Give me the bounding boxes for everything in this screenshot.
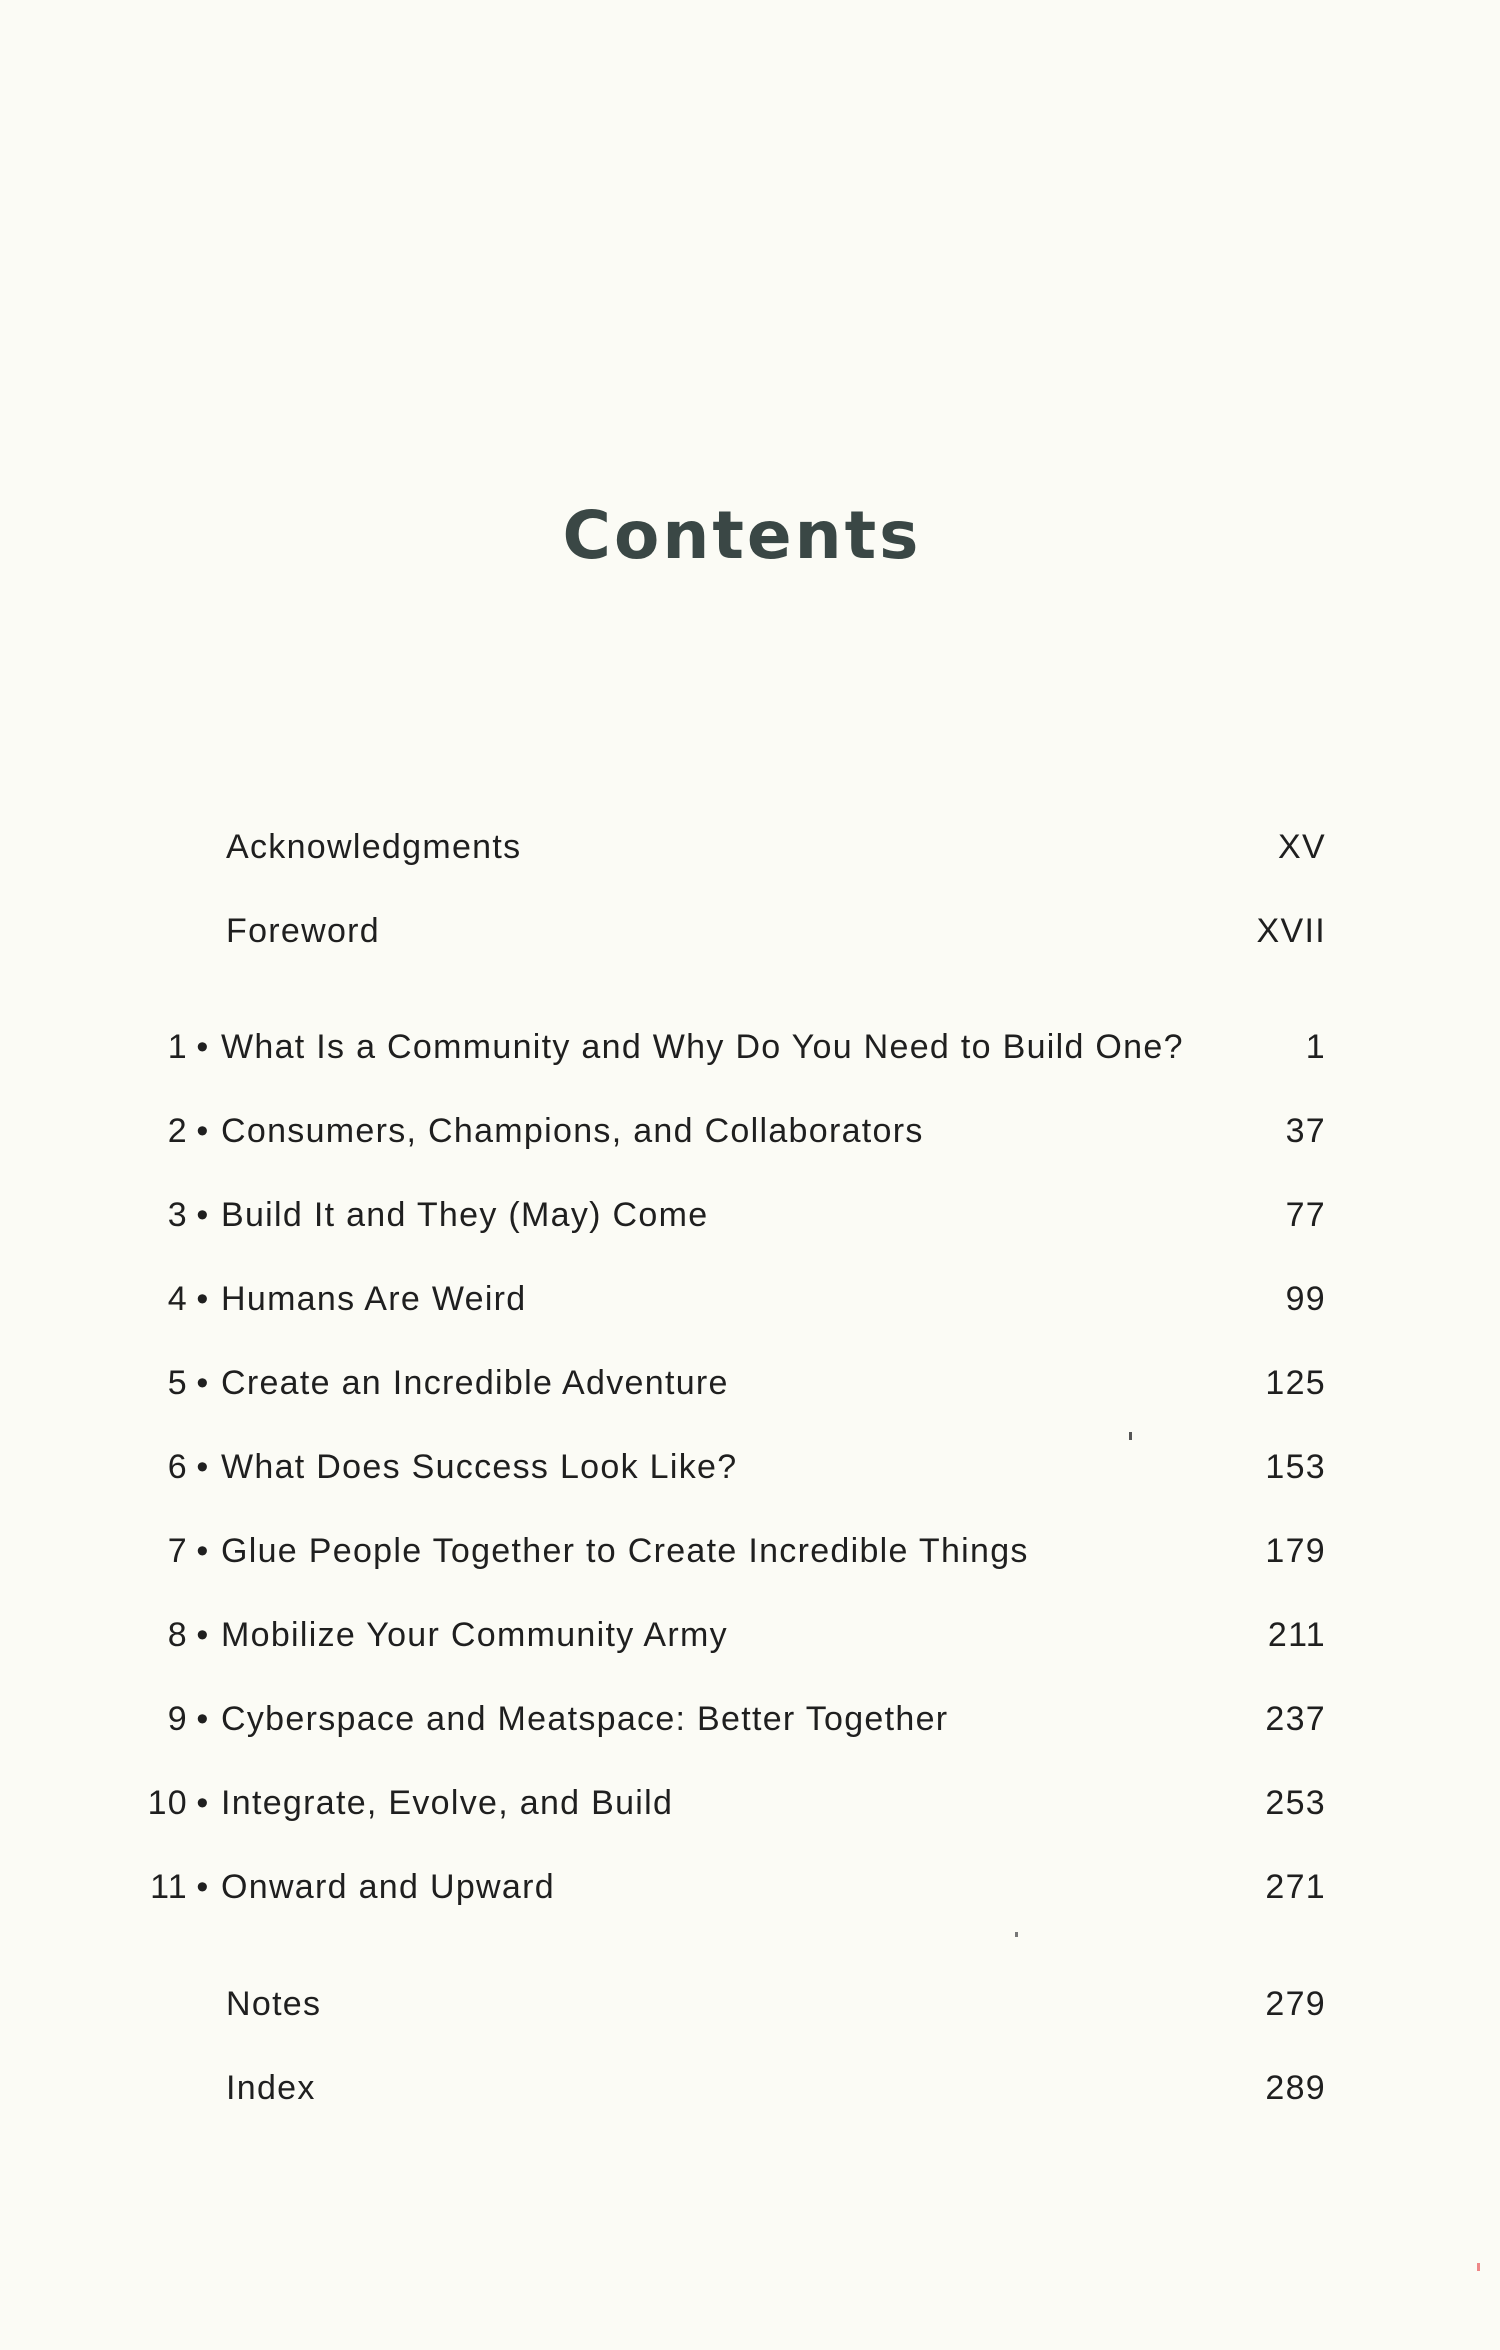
chapter-number: 4 (167, 1280, 188, 1318)
chapter-page: 253 (1265, 1784, 1326, 1822)
chapter-number: 8 (167, 1616, 188, 1654)
toc-entry-page: 289 (1265, 2069, 1326, 2107)
toc-chapter-10[interactable] (0, 1778, 1500, 1828)
chapter-number: 3 (167, 1196, 188, 1234)
chapter-number: 2 (167, 1112, 188, 1150)
bullet-separator: • (196, 1028, 210, 1066)
chapter-page: 125 (1265, 1364, 1326, 1402)
toc-chapter-6[interactable] (0, 1442, 1500, 1492)
chapter-number: 6 (167, 1448, 188, 1486)
chapter-title: Build It and They (May) Come (221, 1196, 709, 1234)
chapter-page: 271 (1265, 1868, 1326, 1906)
toc-chapter-4[interactable] (0, 1274, 1500, 1324)
chapter-title: Create an Incredible Adventure (221, 1364, 729, 1402)
toc-entry-page: XV (1278, 828, 1326, 866)
chapter-page: 99 (1285, 1280, 1326, 1318)
chapter-page: 237 (1265, 1700, 1326, 1738)
chapter-page: 153 (1265, 1448, 1326, 1486)
toc-entry-label: Notes (226, 1985, 322, 2023)
chapter-number: 5 (167, 1364, 188, 1402)
bullet-separator: • (196, 1364, 210, 1402)
toc-entry-label: Acknowledgments (226, 828, 522, 866)
chapter-title: Integrate, Evolve, and Build (221, 1784, 674, 1822)
chapter-title: Cyberspace and Meatspace: Better Together (221, 1700, 949, 1738)
chapter-title: What Does Success Look Like? (221, 1448, 738, 1486)
toc-chapter-8[interactable] (0, 1610, 1500, 1660)
bullet-separator: • (196, 1112, 210, 1150)
toc-chapter-5[interactable] (0, 1358, 1500, 1408)
bullet-separator: • (196, 1280, 210, 1318)
chapter-title: Humans Are Weird (221, 1280, 527, 1318)
chapter-title: Mobilize Your Community Army (221, 1616, 728, 1654)
scan-speck (1129, 1432, 1132, 1440)
toc-chapter-7[interactable] (0, 1526, 1500, 1576)
chapter-title: Glue People Together to Create Incredible Things (221, 1532, 1029, 1570)
chapter-number: 1 (167, 1028, 188, 1066)
scan-speck (1015, 1932, 1018, 1937)
chapter-title: What Is a Community and Why Do You Need to Build One? (221, 1028, 1184, 1066)
bullet-separator: • (196, 1700, 210, 1738)
bullet-separator: • (196, 1616, 210, 1654)
bullet-separator: • (196, 1532, 210, 1570)
toc-chapter-2[interactable] (0, 1106, 1500, 1156)
chapter-page: 1 (1305, 1028, 1326, 1066)
bullet-separator: • (196, 1196, 210, 1234)
toc-chapter-11[interactable] (0, 1862, 1500, 1912)
chapter-number: 11 (150, 1868, 188, 1906)
chapter-page: 179 (1265, 1532, 1326, 1570)
chapter-page: 211 (1267, 1616, 1326, 1654)
chapter-number: 7 (167, 1532, 188, 1570)
bullet-separator: • (196, 1448, 210, 1486)
toc-chapter-3[interactable] (0, 1190, 1500, 1240)
toc-entry-label: Index (226, 2069, 316, 2107)
toc-entry-index[interactable] (0, 2063, 1500, 2113)
toc-entry-notes[interactable] (0, 1979, 1500, 2029)
chapter-title: Consumers, Champions, and Collaborators (221, 1112, 924, 1150)
toc-entry-label: Foreword (226, 912, 381, 950)
chapter-title: Onward and Upward (221, 1868, 555, 1906)
chapter-number: 10 (147, 1784, 188, 1822)
page-title: Contents (562, 497, 922, 574)
chapter-number: 9 (167, 1700, 188, 1738)
toc-chapter-1[interactable] (0, 1022, 1500, 1072)
chapter-page: 37 (1285, 1112, 1326, 1150)
toc-entry-page: XVII (1256, 912, 1326, 950)
toc-chapter-9[interactable] (0, 1694, 1500, 1744)
scan-speck (1477, 2263, 1480, 2271)
toc-entry-acknowledgments[interactable] (0, 822, 1500, 872)
chapter-page: 77 (1285, 1196, 1326, 1234)
toc-entry-foreword[interactable] (0, 906, 1500, 956)
bullet-separator: • (196, 1784, 210, 1822)
toc-entry-page: 279 (1265, 1985, 1326, 2023)
bullet-separator: • (196, 1868, 210, 1906)
